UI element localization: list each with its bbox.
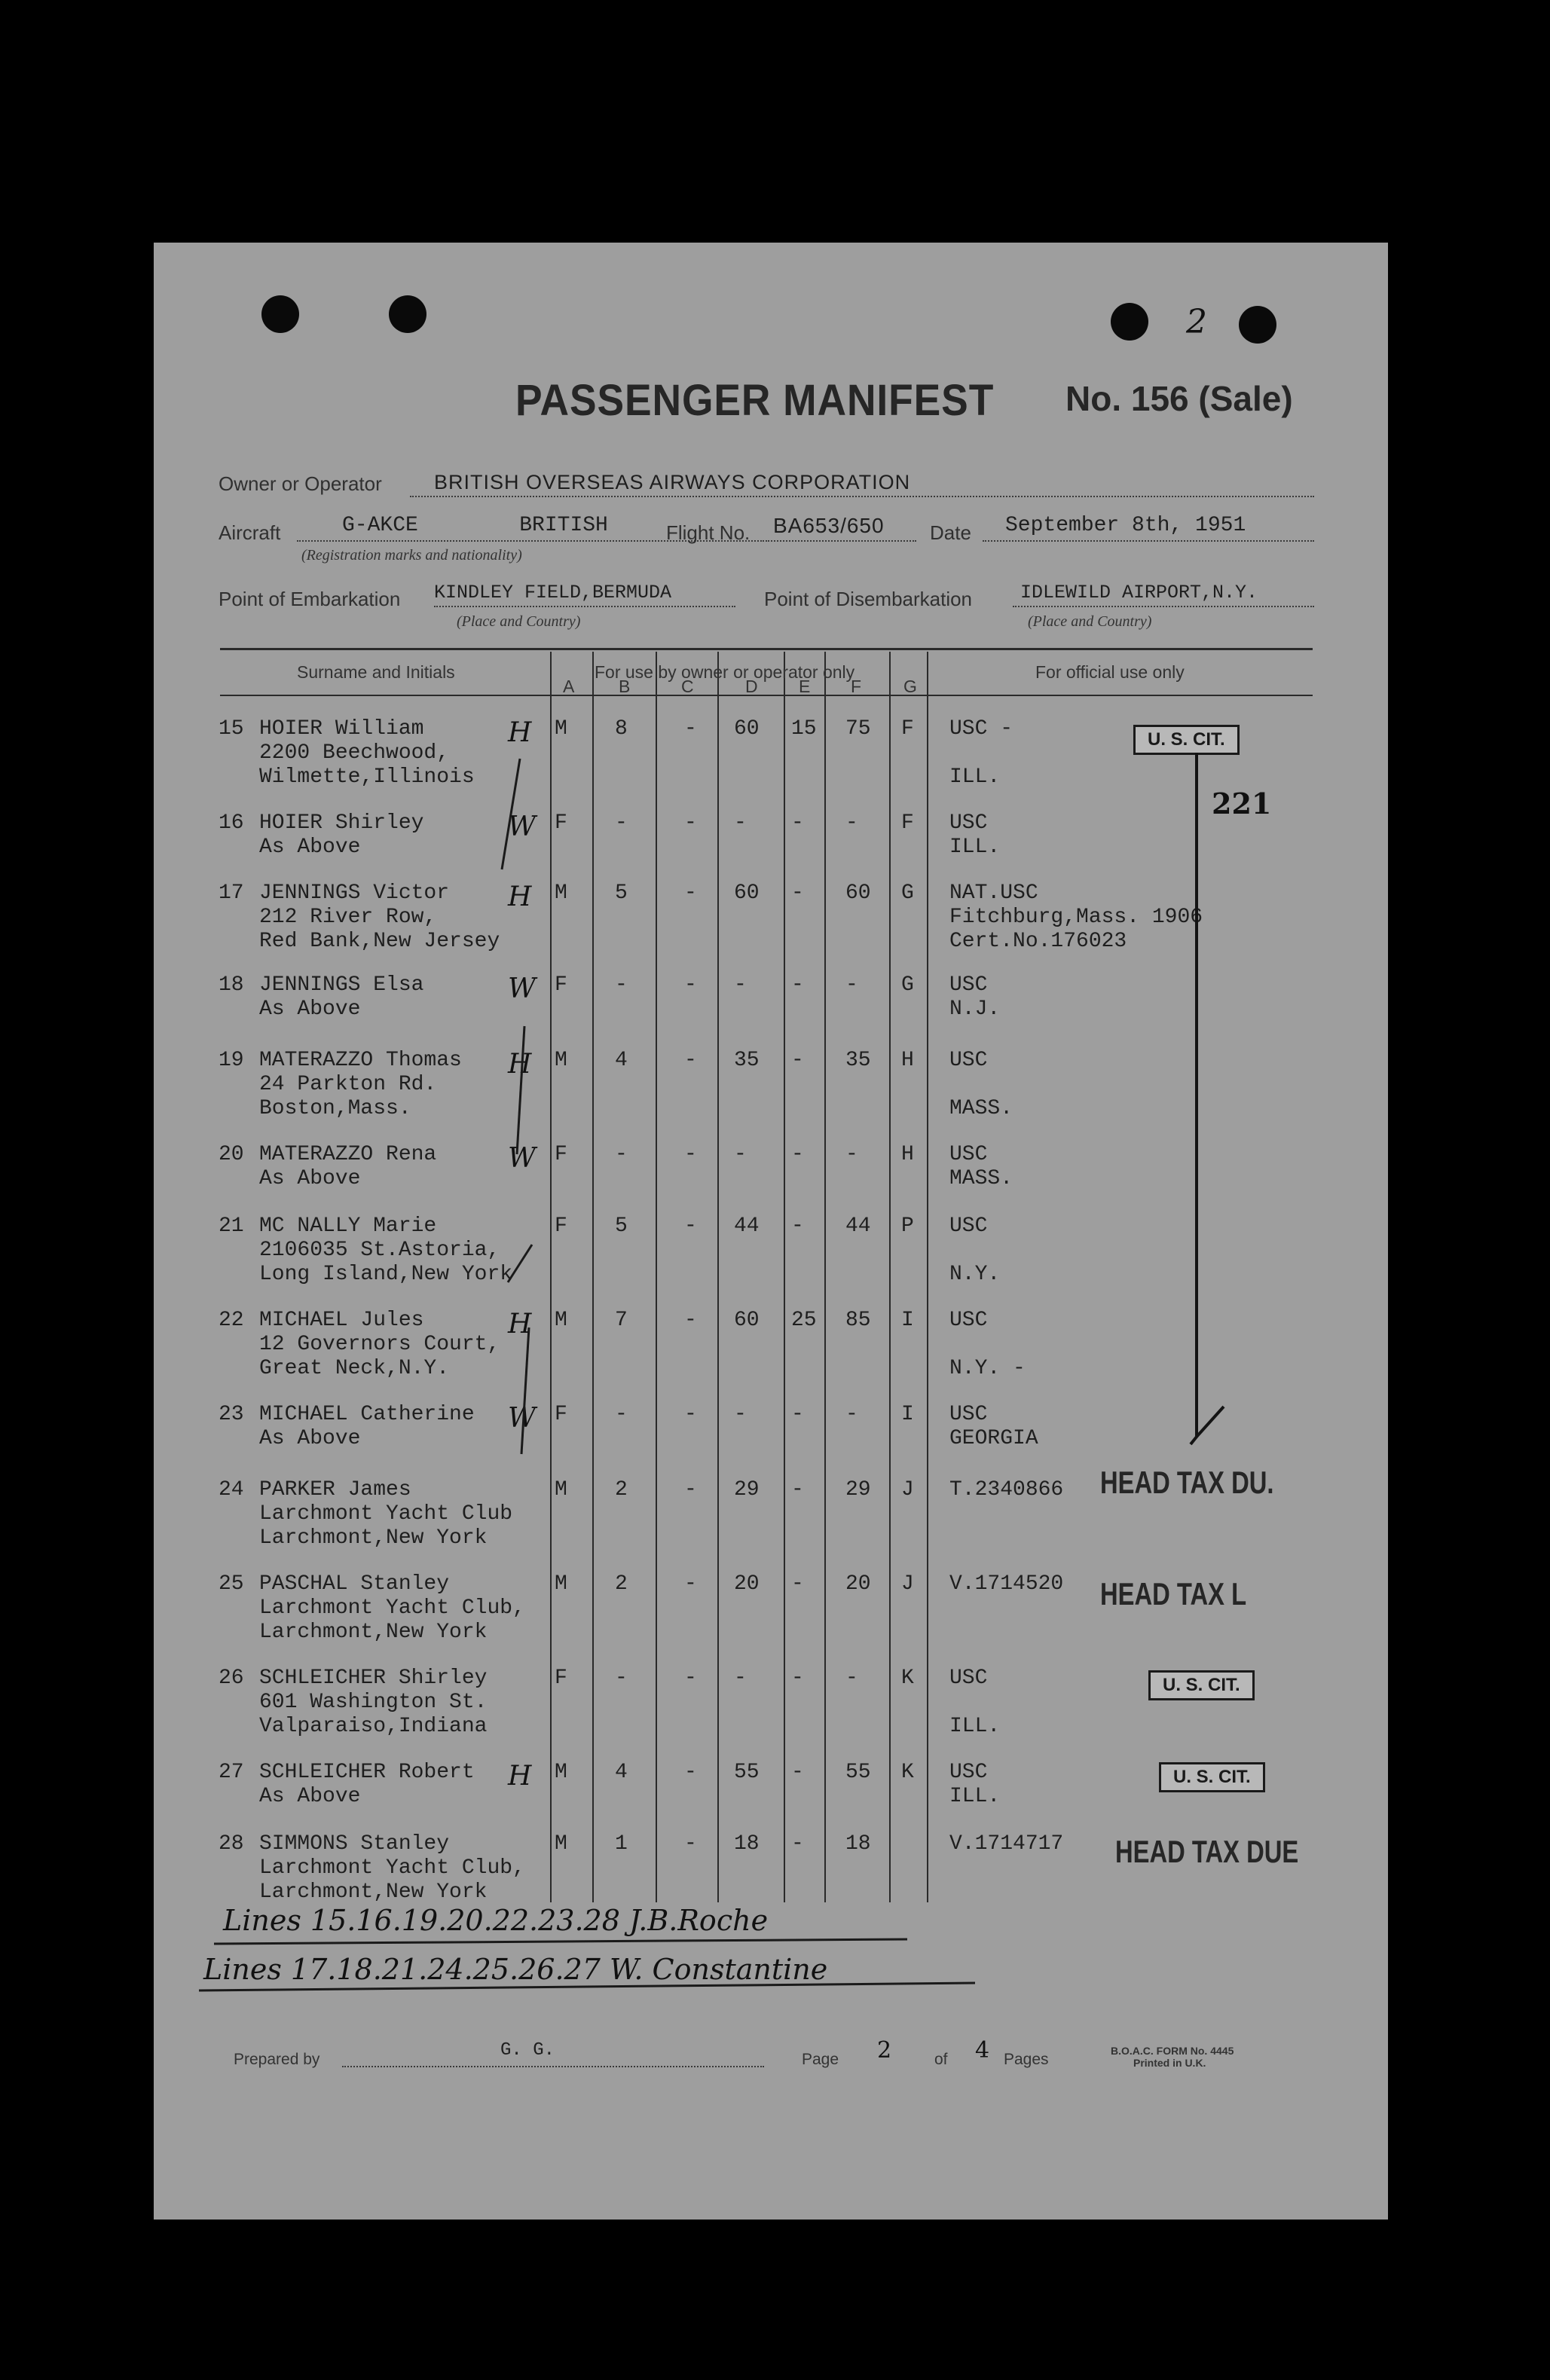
col-c-value: -: [684, 1478, 697, 1502]
col-c-value: -: [684, 1143, 697, 1166]
embark-value: KINDLEY FIELD,BERMUDA: [434, 582, 672, 603]
col-e-value: -: [791, 1049, 804, 1072]
col-official-header: For official use only: [1035, 662, 1185, 682]
official-use-text: ILL.: [949, 765, 1001, 789]
official-use-text: Fitchburg,Mass. 1906: [949, 906, 1203, 929]
col-g-value: P: [901, 1214, 914, 1238]
col-g-value: I: [901, 1403, 914, 1426]
col-g-value: I: [901, 1309, 914, 1332]
passenger-number: 27: [219, 1761, 244, 1784]
col-f-value: -: [845, 811, 858, 835]
col-d-value: 60: [734, 1309, 760, 1332]
col-d-value: -: [734, 811, 747, 835]
passenger-number: 19: [219, 1049, 244, 1072]
disembark-note: (Place and Country): [1028, 613, 1152, 630]
punch-hole: [1111, 303, 1148, 341]
col-surname-header: Surname and Initials: [297, 662, 455, 682]
official-use-text: N.Y.: [949, 1263, 1001, 1286]
table-top-rule: [220, 648, 1313, 650]
col-b-value: 4: [615, 1049, 628, 1072]
passenger-number: 21: [219, 1214, 244, 1238]
handwritten-mark: H: [508, 1049, 532, 1080]
col-f-value: -: [845, 1403, 858, 1426]
us-cit-stamp: U. S. CIT.: [1159, 1762, 1265, 1792]
official-use-text: ILL.: [949, 1715, 1001, 1738]
passenger-name: HOIER Shirley: [259, 811, 424, 835]
disembark-label: Point of Disembarkation: [764, 588, 973, 610]
disembark-value: IDLEWILD AIRPORT,N.Y.: [1020, 582, 1258, 603]
official-use-text: ILL.: [949, 836, 1001, 859]
official-use-text: T.2340866: [949, 1478, 1064, 1502]
stamp-number: 221: [1212, 787, 1272, 820]
col-d-value: -: [734, 1143, 747, 1166]
col-a-value: M: [555, 881, 567, 905]
col-f-value: -: [845, 973, 858, 997]
passenger-number: 18: [219, 973, 244, 997]
passenger-address: Red Bank,New Jersey: [259, 930, 500, 953]
col-b-value: -: [615, 1143, 628, 1166]
check-line: [517, 1026, 524, 1154]
col-e-value: -: [791, 811, 804, 835]
signature-line-2: Lines 17.18.21.24.25.26.27 W. Constantine: [203, 1953, 828, 1986]
passenger-name: PASCHAL Stanley: [259, 1572, 450, 1596]
owner-underline: [410, 496, 1314, 497]
handwritten-mark: W: [508, 1403, 537, 1434]
col-c-value: -: [684, 881, 697, 905]
handwritten-mark: H: [508, 1309, 532, 1340]
official-use-text: USC: [949, 1214, 988, 1238]
col-divider: [784, 652, 785, 1902]
corner-mark: 2: [1186, 303, 1207, 341]
col-f-value: 55: [845, 1761, 871, 1784]
aircraft-value: G-AKCE BRITISH: [342, 514, 608, 537]
col-letter-e: E: [799, 677, 811, 696]
passenger-number: 23: [219, 1403, 244, 1426]
col-d-value: 60: [734, 881, 760, 905]
passenger-name: MATERAZZO Thomas: [259, 1049, 462, 1072]
of-value: 4: [975, 2037, 990, 2064]
col-b-value: -: [615, 811, 628, 835]
col-a-value: M: [555, 1832, 567, 1856]
col-b-value: 2: [615, 1478, 628, 1502]
col-b-value: -: [615, 1667, 628, 1690]
col-e-value: -: [791, 1214, 804, 1238]
passenger-address: Larchmont,New York: [259, 1526, 488, 1550]
col-a-value: M: [555, 717, 567, 741]
col-b-value: 4: [615, 1761, 628, 1784]
col-g-value: H: [901, 1049, 914, 1072]
us-cit-stamp: U. S. CIT.: [1133, 725, 1240, 755]
punch-hole: [261, 295, 299, 333]
aircraft-note: (Registration marks and nationality): [301, 547, 522, 564]
col-d-value: 60: [734, 717, 760, 741]
pages-label: Pages: [1004, 2051, 1049, 2068]
passenger-number: 25: [219, 1572, 244, 1596]
col-divider: [592, 652, 594, 1902]
manifest-number: No. 156 (Sale): [1065, 379, 1293, 418]
passenger-address: 24 Parkton Rd.: [259, 1073, 437, 1096]
aircraft-label: Aircraft: [219, 521, 281, 544]
handwritten-mark: W: [508, 811, 537, 842]
passenger-name: MICHAEL Jules: [259, 1309, 424, 1332]
flight-label: Flight No.: [666, 521, 751, 544]
official-use-text: Cert.No.176023: [949, 930, 1127, 953]
col-letter-c: C: [681, 677, 694, 696]
official-use-text: ILL.: [949, 1785, 1001, 1808]
page-value: 2: [877, 2037, 892, 2064]
col-c-value: -: [684, 1832, 697, 1856]
col-f-value: 20: [845, 1572, 871, 1596]
date-underline: [983, 540, 1314, 542]
official-use-text: N.J.: [949, 998, 1001, 1021]
page-label: Page: [802, 2051, 839, 2068]
col-g-value: F: [901, 811, 914, 835]
official-use-text: MASS.: [949, 1097, 1013, 1120]
passenger-name: MICHAEL Catherine: [259, 1403, 475, 1426]
flight-underline: [766, 540, 916, 542]
bracket-tick: [1197, 1407, 1224, 1437]
col-f-value: -: [845, 1667, 858, 1690]
col-d-value: -: [734, 1667, 747, 1690]
col-f-value: 75: [845, 717, 871, 741]
col-c-value: -: [684, 811, 697, 835]
passenger-number: 22: [219, 1309, 244, 1332]
passenger-number: 16: [219, 811, 244, 835]
punch-hole: [389, 295, 426, 333]
col-g-value: J: [901, 1572, 914, 1596]
col-a-value: M: [555, 1309, 567, 1332]
passenger-number: 26: [219, 1667, 244, 1690]
col-d-value: 55: [734, 1761, 760, 1784]
col-e-value: -: [791, 1403, 804, 1426]
col-d-value: 18: [734, 1832, 760, 1856]
passenger-name: SCHLEICHER Robert: [259, 1761, 475, 1784]
col-a-value: M: [555, 1572, 567, 1596]
col-f-value: 44: [845, 1214, 871, 1238]
col-b-value: 8: [615, 717, 628, 741]
passenger-address: Wilmette,Illinois: [259, 765, 475, 789]
passenger-address: 12 Governors Court,: [259, 1333, 500, 1356]
punch-hole: [1239, 306, 1276, 344]
official-use-text: USC -: [949, 717, 1013, 741]
official-use-text: N.Y. -: [949, 1357, 1026, 1380]
official-use-text: USC: [949, 1143, 988, 1166]
col-f-value: 85: [845, 1309, 871, 1332]
date-value: September 8th, 1951: [1005, 514, 1246, 537]
official-use-text: USC: [949, 811, 988, 835]
col-f-value: 18: [845, 1832, 871, 1856]
col-divider: [927, 652, 928, 1902]
handwritten-mark: H: [508, 717, 532, 748]
passenger-name: JENNINGS Victor: [259, 881, 450, 905]
passenger-address: Larchmont Yacht Club: [259, 1502, 513, 1526]
col-letter-a: A: [563, 677, 575, 696]
col-divider: [824, 652, 826, 1902]
official-use-text: USC: [949, 1403, 988, 1426]
col-a-value: M: [555, 1478, 567, 1502]
col-d-value: 29: [734, 1478, 760, 1502]
passenger-address: Valparaiso,Indiana: [259, 1715, 488, 1738]
col-g-value: K: [901, 1761, 914, 1784]
col-b-value: 2: [615, 1572, 628, 1596]
col-b-value: 7: [615, 1309, 628, 1332]
passenger-number: 28: [219, 1832, 244, 1856]
col-e-value: -: [791, 1832, 804, 1856]
col-b-value: -: [615, 973, 628, 997]
passenger-name: MC NALLY Marie: [259, 1214, 437, 1238]
col-letter-d: D: [745, 677, 758, 696]
official-use-text: V.1714520: [949, 1572, 1064, 1596]
col-e-value: -: [791, 1572, 804, 1596]
col-a-value: F: [555, 973, 567, 997]
col-c-value: -: [684, 1309, 697, 1332]
bracket-line: [1191, 753, 1197, 1444]
passenger-address: As Above: [259, 1427, 361, 1450]
col-divider: [656, 652, 657, 1902]
col-c-value: -: [684, 1761, 697, 1784]
col-c-value: -: [684, 717, 697, 741]
col-letter-b: B: [619, 677, 631, 696]
col-g-value: K: [901, 1667, 914, 1690]
embark-label: Point of Embarkation: [219, 588, 401, 610]
col-d-value: 35: [734, 1049, 760, 1072]
passenger-number: 15: [219, 717, 244, 741]
flight-value: BA653/650: [773, 514, 885, 537]
prepared-label: Prepared by: [234, 2051, 320, 2068]
col-e-value: -: [791, 1667, 804, 1690]
col-letter-f: F: [851, 677, 862, 696]
passenger-address: As Above: [259, 1785, 361, 1808]
official-use-text: MASS.: [949, 1167, 1013, 1190]
col-e-value: -: [791, 973, 804, 997]
page-title: PASSENGER MANIFEST: [515, 376, 995, 425]
table-head-rule: [220, 695, 1313, 696]
col-c-value: -: [684, 1403, 697, 1426]
col-d-value: -: [734, 973, 747, 997]
col-g-value: G: [901, 881, 914, 905]
col-owner-use-header: For use by owner or operator only: [595, 662, 855, 682]
signature-underline: [214, 1939, 907, 1944]
col-g-value: G: [901, 973, 914, 997]
col-c-value: -: [684, 1667, 697, 1690]
col-c-value: -: [684, 1572, 697, 1596]
official-use-text: USC: [949, 973, 988, 997]
col-a-value: F: [555, 1667, 567, 1690]
col-e-value: -: [791, 1761, 804, 1784]
passenger-address: 2106035 St.Astoria,: [259, 1239, 500, 1262]
col-b-value: -: [615, 1403, 628, 1426]
passenger-address: 601 Washington St.: [259, 1691, 488, 1714]
passenger-address: As Above: [259, 998, 361, 1021]
col-a-value: M: [555, 1761, 567, 1784]
col-divider: [889, 652, 891, 1902]
col-a-value: M: [555, 1049, 567, 1072]
col-c-value: -: [684, 973, 697, 997]
col-b-value: 5: [615, 1214, 628, 1238]
passenger-address: Boston,Mass.: [259, 1097, 411, 1120]
passenger-address: Larchmont Yacht Club,: [259, 1856, 525, 1880]
col-g-value: H: [901, 1143, 914, 1166]
of-label: of: [934, 2051, 948, 2068]
col-f-value: 60: [845, 881, 871, 905]
passenger-address: As Above: [259, 836, 361, 859]
col-f-value: -: [845, 1143, 858, 1166]
passenger-name: HOIER William: [259, 717, 424, 741]
col-b-value: 5: [615, 881, 628, 905]
col-d-value: 44: [734, 1214, 760, 1238]
col-a-value: F: [555, 811, 567, 835]
disembark-underline: [1013, 606, 1314, 607]
passenger-name: JENNINGS Elsa: [259, 973, 424, 997]
passenger-address: As Above: [259, 1167, 361, 1190]
col-c-value: -: [684, 1214, 697, 1238]
col-f-value: 29: [845, 1478, 871, 1502]
passenger-number: 24: [219, 1478, 244, 1502]
handwritten-mark: W: [508, 1143, 537, 1174]
embark-underline: [434, 606, 735, 607]
handwritten-mark: H: [508, 1761, 532, 1792]
official-use-text: GEORGIA: [949, 1427, 1038, 1450]
signature-line-1: Lines 15.16.19.20.22.23.28 J.B.Roche: [223, 1904, 769, 1937]
passenger-number: 17: [219, 881, 244, 905]
passenger-address: Larchmont,New York: [259, 1880, 488, 1904]
passenger-address: Larchmont Yacht Club,: [259, 1596, 525, 1620]
col-a-value: F: [555, 1214, 567, 1238]
official-use-text: USC: [949, 1309, 988, 1332]
passenger-address: 2200 Beechwood,: [259, 741, 450, 765]
col-e-value: -: [791, 1478, 804, 1502]
passenger-name: SIMMONS Stanley: [259, 1832, 450, 1856]
official-use-text: USC: [949, 1761, 988, 1784]
official-use-text: USC: [949, 1667, 988, 1690]
col-f-value: 35: [845, 1049, 871, 1072]
passenger-name: MATERAZZO Rena: [259, 1143, 437, 1166]
owner-label: Owner or Operator: [219, 472, 382, 495]
passenger-name: PARKER James: [259, 1478, 411, 1502]
passenger-address: 212 River Row,: [259, 906, 437, 929]
check-line: [521, 1327, 529, 1454]
col-e-value: -: [791, 881, 804, 905]
embark-note: (Place and Country): [457, 613, 581, 630]
us-cit-stamp: U. S. CIT.: [1148, 1670, 1255, 1700]
col-divider: [550, 652, 552, 1902]
official-use-text: NAT.USC: [949, 881, 1038, 905]
handwritten-mark: H: [508, 881, 532, 912]
head-tax-note: HEAD TAX DU.: [1100, 1465, 1274, 1500]
col-divider: [717, 652, 719, 1902]
date-label: Date: [930, 521, 971, 544]
col-letter-g: G: [903, 677, 917, 696]
col-g-value: J: [901, 1478, 914, 1502]
col-d-value: -: [734, 1403, 747, 1426]
handwritten-mark: W: [508, 973, 537, 1004]
official-use-text: V.1714717: [949, 1832, 1064, 1856]
manifest-sheet: [154, 243, 1388, 2220]
col-g-value: F: [901, 717, 914, 741]
official-use-text: USC: [949, 1049, 988, 1072]
prepared-underline: [342, 2066, 764, 2067]
prepared-value: G. G.: [500, 2040, 555, 2061]
col-e-value: -: [791, 1143, 804, 1166]
head-tax-note: HEAD TAX DUE: [1115, 1834, 1299, 1869]
col-a-value: F: [555, 1403, 567, 1426]
col-e-value: 15: [791, 717, 817, 741]
passenger-number: 20: [219, 1143, 244, 1166]
owner-value: BRITISH OVERSEAS AIRWAYS CORPORATION: [434, 471, 911, 493]
col-b-value: 1: [615, 1832, 628, 1856]
head-tax-note: HEAD TAX L: [1100, 1576, 1247, 1612]
passenger-address: Great Neck,N.Y.: [259, 1357, 450, 1380]
passenger-name: SCHLEICHER Shirley: [259, 1667, 488, 1690]
col-c-value: -: [684, 1049, 697, 1072]
col-a-value: F: [555, 1143, 567, 1166]
passenger-address: Larchmont,New York: [259, 1621, 488, 1644]
col-d-value: 20: [734, 1572, 760, 1596]
form-number: B.O.A.C. FORM No. 4445 Printed in U.K.: [1111, 2045, 1234, 2069]
col-e-value: 25: [791, 1309, 817, 1332]
passenger-address: Long Island,New York: [259, 1263, 513, 1286]
